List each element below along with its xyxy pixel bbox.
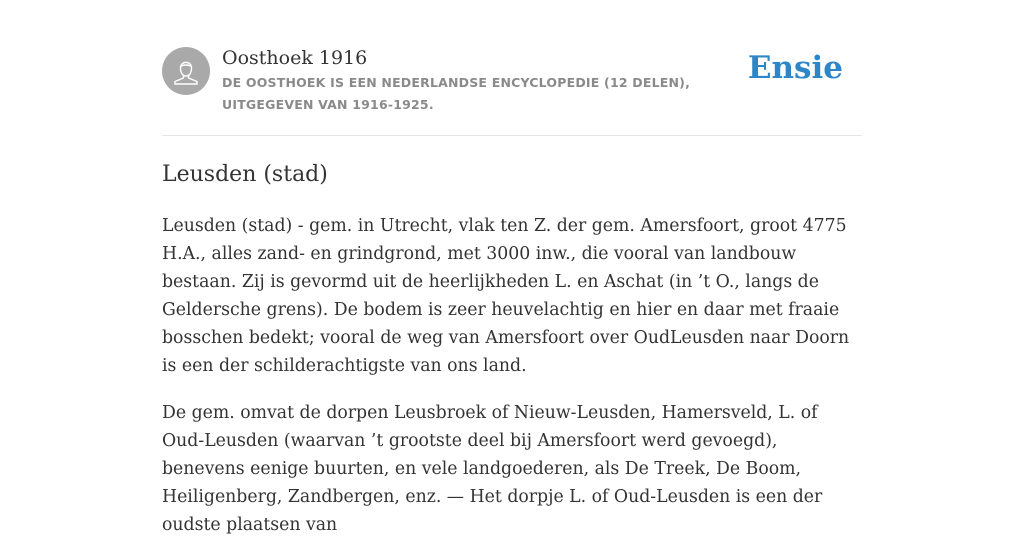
author-description: DE OOSTHOEK IS EEN NEDERLANDSE ENCYCLOPEDIE (12 DELEN), UITGEGEVEN VAN 1916-1925. xyxy=(222,75,691,112)
paragraph: De gem. omvat de dorpen Leusbroek of Nieuw-Leusden, Hamersveld, L. of Oud-Leusden (waarvan ’t grootste deel bij Amersfoort werd gevoegd), benevens eenige buurten, en vele landgoederen, als De Treek, De Boom, Heiligenberg, Zandbergen, enz. — Het dorpje L. of Oud-Leusden is een der oudste plaatsen van xyxy=(162,403,823,535)
ensie-logo[interactable]: Ensie xyxy=(747,50,843,86)
article-body xyxy=(162,212,862,558)
avatar[interactable] xyxy=(162,47,210,95)
paragraph: Leusden (stad) - gem. in Utrecht, vlak ten Z. der gem. Amersfoort, groot 4775 H.A., alles zand- en grindgrond, met 3000 inw., die vooral van landbouw bestaan. Zij is gevormd uit de heerlijkheden L. en Aschat (in ’t O., langs de Geldersche grens). De bodem is zeer heuvelachtig en hier en daar met fraaie bosschen bedekt; vooral de weg van Amersfoort over OudLeusden naar Doorn is een der schilderachtigste van ons land. xyxy=(162,216,850,376)
page xyxy=(162,0,862,535)
author-header xyxy=(162,0,862,136)
user-silhouette-icon xyxy=(162,47,210,95)
author-name[interactable]: Oosthoek 1916 xyxy=(222,47,368,69)
page-title: Leusden (stad) xyxy=(162,162,328,187)
